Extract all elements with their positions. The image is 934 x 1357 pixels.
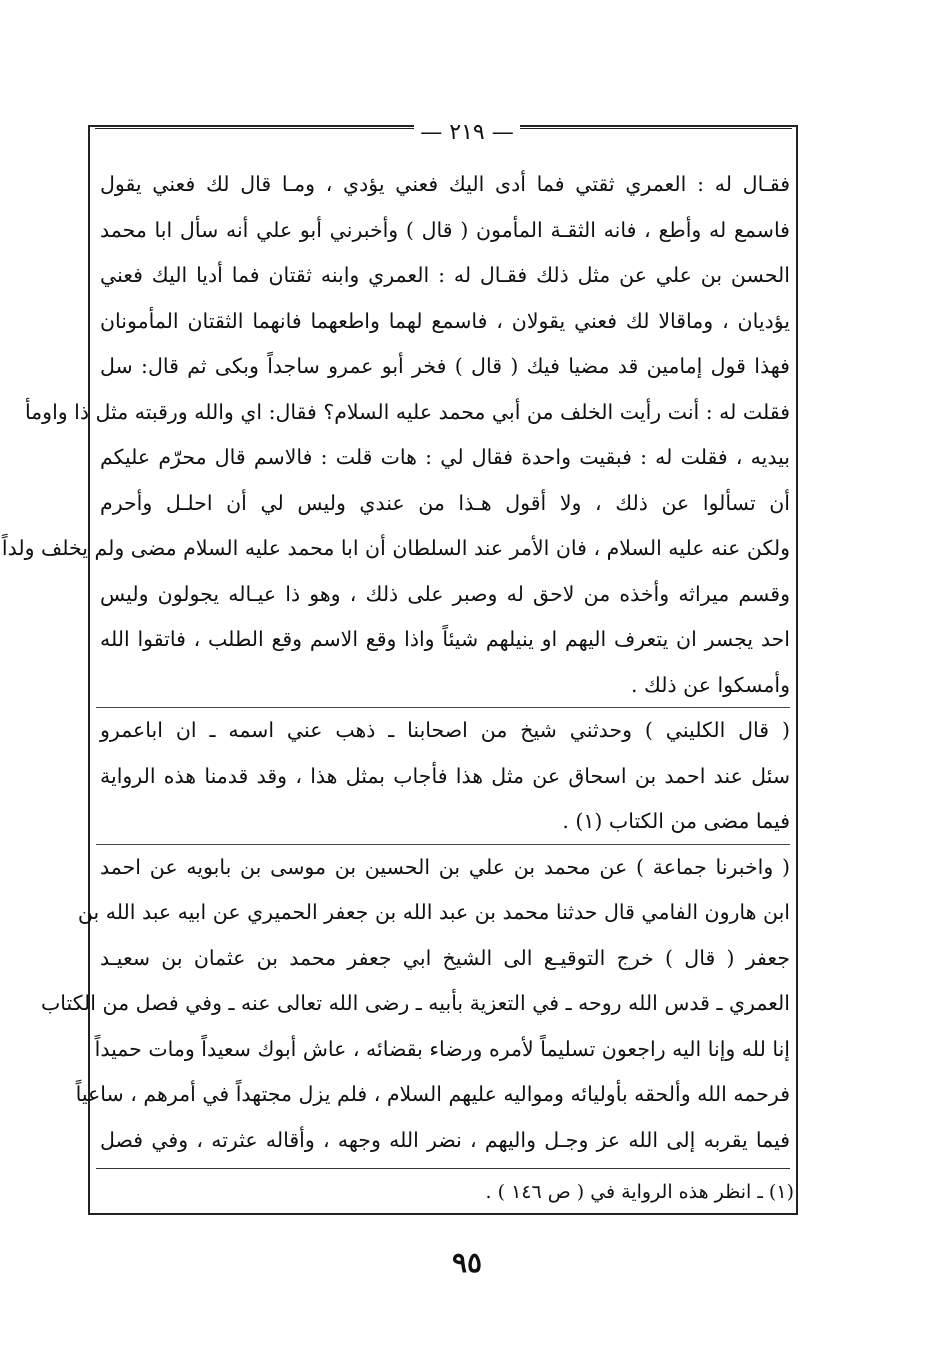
paragraph-divider <box>96 844 790 845</box>
text-line: سئل عند احمد بن اسحاق عن مثل هذا فأجاب بمثل هذا ، وقد قدمنا هذه الرواية <box>100 763 790 788</box>
text-line: فيما مضى من الكتاب (١) . <box>562 809 790 833</box>
text-line: جعفر ( قال ) خرج التوقيـع الى الشيخ ابي جعفر محمد بن عثمان بن سعيـد <box>100 945 790 970</box>
text-line: ( قال الكليني ) وحدثني شيخ من اصحابنا ـ ذهب عني اسمه ـ ان اباعمرو <box>100 718 790 742</box>
paragraph-2 <box>100 708 790 845</box>
footnote: (١) ـ انظر هذه الرواية في ( ص ١٤٦ ) . <box>485 1181 794 1203</box>
text-line: أن تسألوا عن ذلك ، ولا أقول هـذا من عندي وليس لي أن احلـل وأحرم <box>100 490 790 515</box>
paragraph-divider <box>96 707 790 708</box>
folio-number: ٩٥ <box>451 1246 483 1279</box>
text-line: وأمسكوا عن ذلك . <box>630 672 790 697</box>
main-text <box>1 162 790 1163</box>
text-line: احد يجسر ان يتعرف اليهم او ينيلهم شيئاً واذا وقع الاسم وقع الطلب ، فاتقوا الله <box>100 627 790 651</box>
text-line: العمري ـ قدس الله روحه ـ في التعزية بأبيه ـ رضى الله تعالى عنه ـ وفي فصل من الكتاب <box>40 991 790 1015</box>
text-line: إنا لله وإنا اليه راجعون تسليماً لأمره ورضاء بقضائه ، عاش أبوك سعيداً ومات حميداً <box>94 1036 790 1061</box>
text-line: فقلت له : أنت رأيت الخلف من أبي محمد عليه السلام؟ فقال: اي والله ورقبته مثل ذا واومأ <box>24 399 790 424</box>
text-line: ولكن عنه عليه السلام ، فان الأمر عند السلطان أن ابا محمد عليه السلام مضى ولم يخلف ولداً <box>1 536 790 560</box>
text-line: فهذا قول إمامين قد مضيا فيك ( قال ) فخر أبو عمرو ساجداً وبكى ثم قال: سل <box>100 354 790 378</box>
paragraph-3 <box>40 845 790 1164</box>
page-number: — ٢١٩ — <box>414 120 519 145</box>
text-line: فاسمع له وأطع ، فانه الثقـة المأمون ( قال ) وأخبرني أبو علي أنه سأل ابا محمد <box>100 217 790 242</box>
page-header <box>0 120 934 145</box>
text-line: فقـال له : العمري ثقتي فما أدى اليك فعني يؤدي ، ومـا قال لك فعني يقول <box>100 172 790 196</box>
text-line: بيديه ، فقلت له : فبقيت واحدة فقال لي : هات قلت : فالاسم قال محرّم عليكم <box>100 445 790 469</box>
text-line: فيما يقربه إلى الله عز وجـل واليهم ، نضر الله وجهه ، وأقاله عثرته ، وفي فصل <box>100 1127 790 1152</box>
text-line: فرحمه الله وألحقه بأوليائه ومواليه عليهم السلام ، فلم يزل مجتهداً في أمرهم ، ساعياً <box>75 1082 790 1106</box>
footnote-rule <box>96 1168 790 1169</box>
text-line: ابن هارون الفامي قال حدثنا محمد بن عبد الله بن جعفر الحميري عن ابيه عبد الله بن <box>77 900 790 924</box>
text-line: وقسم ميراثه وأخذه من لاحق له وصبر على ذلك ، وهو ذا عيـاله يجولون وليس <box>100 581 790 606</box>
paragraph-1 <box>1 162 790 708</box>
text-line: ( واخبرنا جماعة ) عن محمد بن علي بن الحسين بن موسى بن بابويه عن احمد <box>100 854 790 879</box>
text-line: الحسن بن علي عن مثل ذلك فقـال له : العمري وابنه ثقتان فما أديا اليك فعني <box>100 263 790 287</box>
text-line: يؤديان ، وماقالا لك فعني يقولان ، فاسمع لهما واطعهما فانهما الثقتان المأمونان <box>100 308 790 333</box>
